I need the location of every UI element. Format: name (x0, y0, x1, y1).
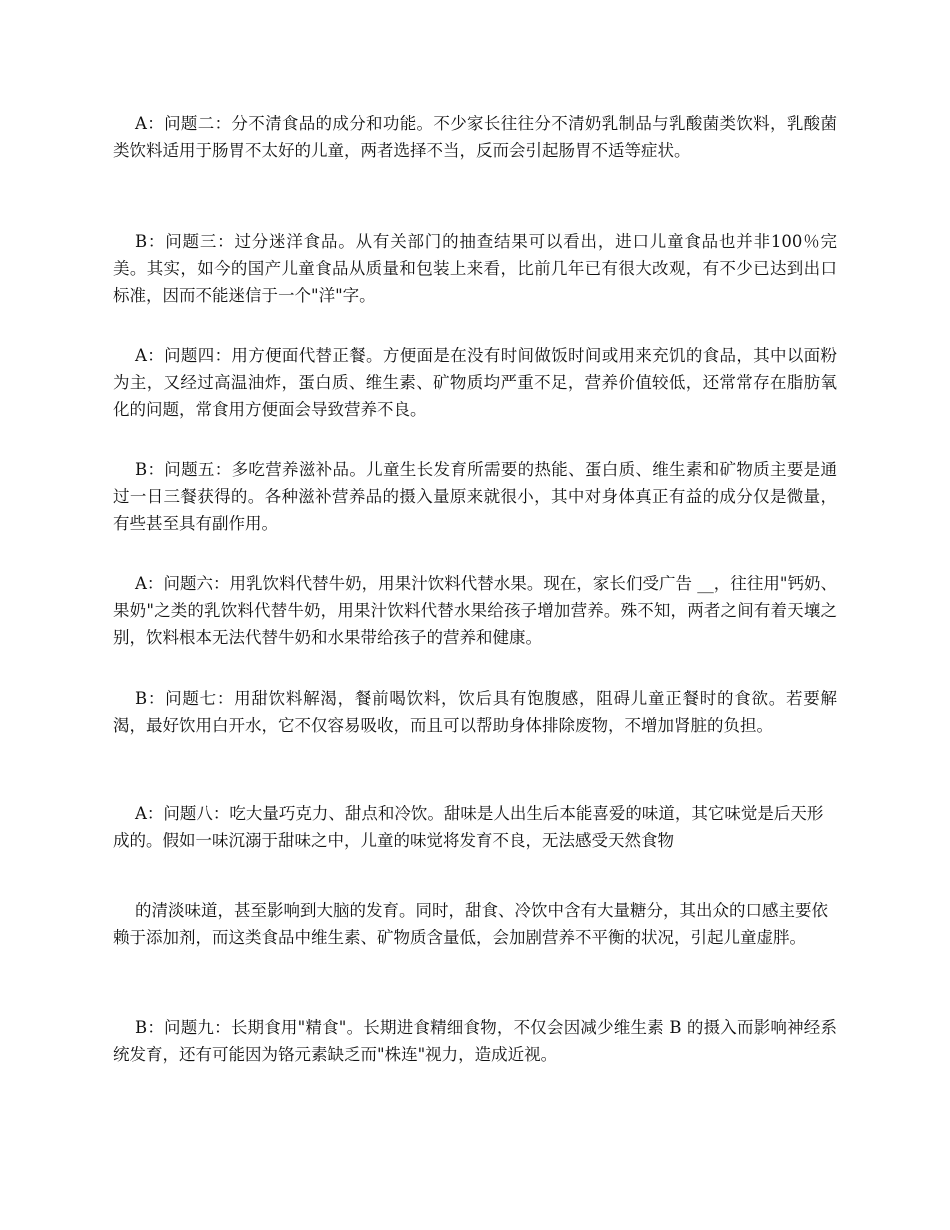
paragraph-question-8-part-2: 的清淡味道，甚至影响到大脑的发育。同时，甜食、冷饮中含有大量糖分，其出众的口感主要依赖于添加剂，而这类食品中维生素、矿物质含量低，会加剧营养不平衡的状况，引起儿童虚胖。 (113, 901, 828, 947)
paragraph-question-8-part-1: A：问题八：吃大量巧克力、甜点和冷饮。甜味是人出生后本能喜爱的味道，其它味觉是后天形成的。假如一味沉溺于甜味之中，儿童的味觉将发育不良，无法感受天然食物 (113, 804, 824, 850)
paragraph-question-6: A：问题六：用乳饮料代替牛奶，用果汁饮料代替水果。现在，家长们受广告 __，往往用"钙奶、果奶"之类的乳饮料代替牛奶，用果汁饮料代替水果给孩子增加营养。殊不知，两者之间有着天壤之别，饮料根本无法代替牛奶和水果带给孩子的营养和健康。 (113, 574, 838, 647)
paragraph-question-7: B：问题七：用甜饮料解渴，餐前喝饮料，饮后具有饱腹感，阻碍儿童正餐时的食欲。若要解渴，最好饮用白开水，它不仅容易吸收，而且可以帮助身体排除废物，不增加肾脏的负担。 (113, 689, 837, 735)
paragraph-question-4: A：问题四：用方便面代替正餐。方便面是在没有时间做饭时间或用来充饥的食品，其中以面粉为主，又经过高温油炸，蛋白质、维生素、矿物质均严重不足，营养价值较低，还常常存在脂肪氧化的问题，常食用方便面会导致营养不良。 (113, 346, 837, 419)
paragraph-question-9: B：问题九：长期食用"精食"。长期进食精细食物，不仅会因减少维生素 B 的摄入而影响神经系统发育，还有可能因为铬元素缺乏而"株连"视力，造成近视。 (113, 1018, 837, 1064)
paragraph-question-3: B：问题三：过分迷洋食品。从有关部门的抽查结果可以看出，进口儿童食品也并非100％完美。其实，如今的国产儿童食品从质量和包装上来看，比前几年已有很大改观，有不少已达到出口标准，因而不能迷信于一个"洋"字。 (113, 232, 837, 305)
paragraph-question-5: B：问题五：多吃营养滋补品。儿童生长发育所需要的热能、蛋白质、维生素和矿物质主要是通过一日三餐获得的。各种滋补营养品的摄入量原来就很小，其中对身体真正有益的成分仅是微量，有些甚至具有副作用。 (113, 460, 837, 533)
paragraph-question-2: A：问题二：分不清食品的成分和功能。不少家长往往分不清奶乳制品与乳酸菌类饮料，乳酸菌类饮料适用于肠胃不太好的儿童，两者选择不当，反而会引起肠胃不适等症状。 (113, 114, 837, 160)
